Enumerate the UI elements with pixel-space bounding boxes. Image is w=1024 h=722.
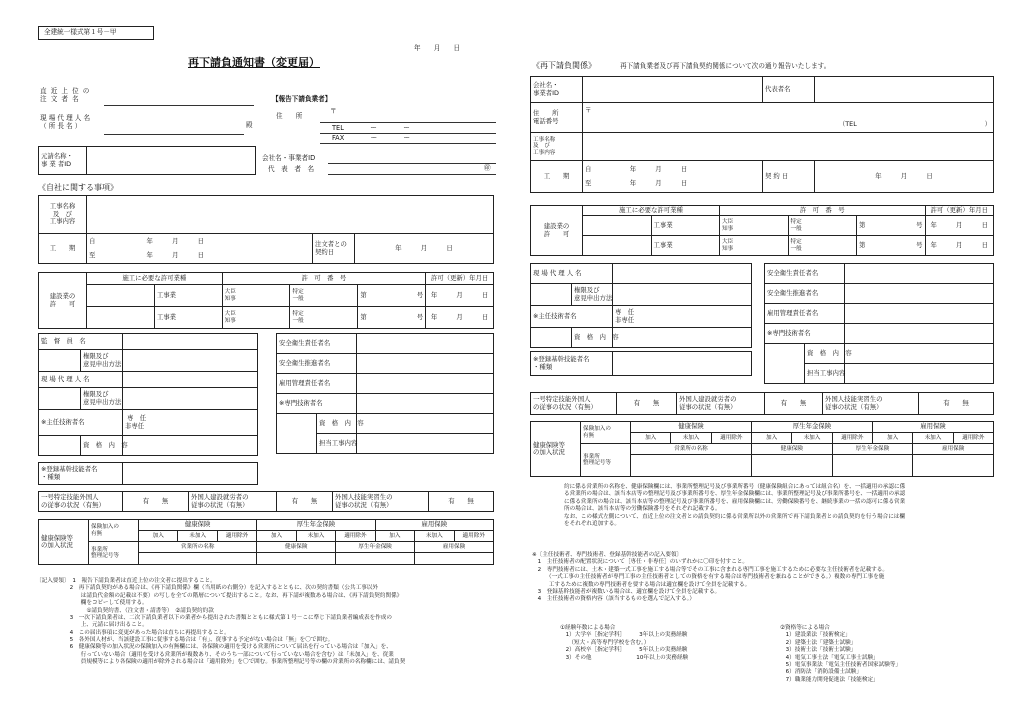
own-license-table xyxy=(38,272,494,329)
note-line: 5）電気事業法「電気主任技術者国家試験等」 xyxy=(780,661,902,668)
note-line: 工するために複数の専門技術者を要する場合は適宜欄を設けて全員を記載する。 xyxy=(532,581,751,588)
from-label: 自 xyxy=(89,237,96,246)
report-subcontractor-label: 【報告下請負業者】 xyxy=(272,95,332,103)
fax-label: FAX ー ー xyxy=(332,134,411,142)
r-specialist-field[interactable] xyxy=(845,324,994,344)
r-work-name-label: 工事名称 及 び 工事内容 xyxy=(531,133,583,161)
r-contract-date-label: 契 約 日 xyxy=(763,161,815,193)
r-office-employment-header: 雇用保険 xyxy=(913,444,994,455)
num-label-2: 第 xyxy=(360,312,367,321)
health-exempt[interactable]: 適用除外 xyxy=(217,531,256,542)
r-postal-mark: 〒 xyxy=(585,106,592,115)
safety-manager-field[interactable] xyxy=(357,334,494,354)
right-notes-top xyxy=(564,484,905,528)
own-safety-table xyxy=(276,333,494,454)
r-license-trade-field-1[interactable] xyxy=(583,216,652,236)
r-office-pension-field[interactable] xyxy=(832,455,913,477)
r-site-agent-field[interactable] xyxy=(613,264,752,284)
own-period-table xyxy=(38,233,494,264)
r-foreign-worker-label: 外国人建設就労者の 従事の状況（有無） xyxy=(677,393,765,415)
supervisor-label: 監 督 員 名 xyxy=(39,334,123,350)
note-line: 行っていない場合（適用を受ける営業所が複数あり、そのうち一部について行っていない場合を含む）は「未加入」を、従業 xyxy=(36,651,394,658)
dono-label: 殿 xyxy=(246,121,253,129)
r-minister-label-1: 大臣 知事 xyxy=(720,216,789,236)
resub-registered-table xyxy=(530,351,752,376)
note-line: 3 一次下請負業者は、二次下請負業者以下の業者から提出された書類とともに様式第１号－こに準じ下請負業者編成表を作成の xyxy=(36,614,392,621)
pension-joined[interactable]: 加入 xyxy=(257,531,296,542)
note-line: ①経験年数による場合 xyxy=(560,625,616,631)
r-address-field[interactable] xyxy=(583,103,994,133)
r-qualification-field[interactable] xyxy=(613,328,752,348)
r-license-date-field-1[interactable]: 年 月 日 xyxy=(925,216,994,236)
note-line: 4 主任技術者の資格内容（該当するものを選んで記入する。） xyxy=(532,596,695,603)
r-license-no-header: 許 可 番 号 xyxy=(720,206,926,216)
r-safety-manager-label: 安全衛生責任者名 xyxy=(765,264,845,284)
r-health-exempt[interactable]: 適用除外 xyxy=(711,433,751,444)
note-line: 約に係る営業所の名称を、健康保険欄には、事業所整理記号及び事業所番号（健康保険組合にあっては組合名）を、一括適用の承認に係 xyxy=(564,484,906,490)
r-work-name-field[interactable] xyxy=(583,133,994,161)
authority-label-2: 権限及び 意見申出方法 xyxy=(81,388,123,410)
office-pension-header: 厚生年金保険 xyxy=(336,542,415,553)
seal-mark: ㊞ xyxy=(484,164,491,172)
note-line: 4 この届出事項に変更があった場合は直ちに再提出すること。 xyxy=(36,629,230,636)
form-id: 全建統一様式第１号－甲 xyxy=(44,28,117,36)
health-joined[interactable]: 加入 xyxy=(139,531,178,542)
r-safety-promoter-label: 安全衛生推進者名 xyxy=(765,284,845,304)
resub-company-table xyxy=(530,76,994,193)
note-line: 3）技術士法「技術士試験」 xyxy=(780,647,857,654)
r-office-label: 事業所 整理記号等 xyxy=(581,444,631,477)
r-office-health-field[interactable] xyxy=(751,455,832,477)
r-employment-exempt[interactable]: 適用除外 xyxy=(953,433,993,444)
prime-contractor-table xyxy=(38,146,256,175)
license-date-field-2[interactable]: 年 月 日 xyxy=(426,307,494,329)
pension-header: 厚生年金保険 xyxy=(257,520,375,531)
qualification-label: 資 格 内 容 xyxy=(81,436,123,456)
note-line: 6 健康保険等の加入状況の保険加入の有無欄には、各保険の適用を受ける営業所について届出を行っている場合は「加入」を、 xyxy=(36,644,392,651)
own-work-table xyxy=(38,195,494,234)
site-agent2-label: 現 場 代 理 人 名 xyxy=(39,372,123,388)
r-go-label-1: 号 xyxy=(916,221,923,230)
ssw1-label: 一号特定技能外国人 の従事の状況（有無） xyxy=(39,492,123,512)
r-trade-label-1: 工事業 xyxy=(651,216,720,236)
chief-engineer-label: ※主任技術者名 xyxy=(39,410,123,436)
r-chief-engineer-label: ※主任技術者名 xyxy=(531,306,613,328)
r-company-id-field[interactable] xyxy=(583,77,763,103)
employment-exempt[interactable]: 適用除外 xyxy=(454,531,494,542)
safety-promoter-field[interactable] xyxy=(357,354,494,374)
note-line: 欄をコピーして使用する。 xyxy=(36,600,148,607)
go-label-2: 号 xyxy=(416,312,424,321)
r-work-in-charge-field[interactable] xyxy=(845,364,994,384)
r-pension-joined[interactable]: 加入 xyxy=(751,433,791,444)
note-line: 6）消防法「消防設備士試験」 xyxy=(780,669,862,676)
r-work-in-charge-label: 担当工事内容 xyxy=(805,364,845,384)
note-line: 5 各外国人材が、当該建設工事に従事する場合は「有」、従事する予定がない場合は「無」を〇で囲む。 xyxy=(36,637,334,643)
site-agent-label: 現 場 代 理 人 名 （ 所 長 名 ） xyxy=(40,114,91,130)
note-line: （短大・高等専門学校を含む。） xyxy=(560,639,650,646)
note-line: なお、この様式左側について、直近上位の注文者との請負契約に係る営業所以外の営業所で再下請負業者との請負契約を行う場合には欄 xyxy=(564,513,905,520)
r-site-agent-label: 現 場 代 理 人 名 xyxy=(531,264,613,284)
section-resub: 《再下請負関係》 xyxy=(532,61,596,70)
r-special-label-2: 特定 一般 xyxy=(788,236,857,256)
from-date: 年 月 日 xyxy=(146,237,205,246)
note-line: 2）高校卒［指定学科］ 5年以上の実務経験 xyxy=(560,647,688,654)
r-pension-exempt[interactable]: 適用除外 xyxy=(832,433,872,444)
office-employment-field[interactable] xyxy=(415,553,494,565)
r-to-date: 年 月 日 xyxy=(629,178,688,187)
r-health-joined[interactable]: 加入 xyxy=(631,433,671,444)
r-registered-label: ※登録基幹技能者名 ・種類 xyxy=(531,352,613,376)
note-line: 〔記入要領〕 1 報告下請負業者は直近上位の注文者に提出すること。 xyxy=(36,578,216,584)
note-line: 3）その他 10年以上の実務経験 xyxy=(560,654,689,661)
r-qual2-label: 資 格 内 容 xyxy=(805,344,845,364)
resub-foreign-table xyxy=(530,392,994,415)
r-license-type-header: 施工に必要な許可業種 xyxy=(583,206,720,216)
r-safety-promoter-field[interactable] xyxy=(845,284,994,304)
r-license-date-field-2[interactable]: 年 月 日 xyxy=(925,236,994,256)
upper-contractor-label: 直 近 上 位 の 注 文 者 名 xyxy=(40,87,91,103)
date-label: 年 月 日 xyxy=(414,44,461,52)
r-from-label: 自 xyxy=(585,165,592,174)
safety-promoter-label: 安全衛生推進者名 xyxy=(277,354,357,374)
right-notes-engineer xyxy=(532,552,888,604)
own-foreign-table xyxy=(38,491,494,512)
r-representative-label: 代表者名 xyxy=(763,77,815,103)
employment-manager-field[interactable] xyxy=(357,374,494,394)
r-insurance-label: 健康保険等 の加入状況 xyxy=(531,422,581,477)
foreign-worker-label: 外国人建設就労者の 従事の状況（有無） xyxy=(189,492,277,512)
r-registered-field[interactable] xyxy=(613,352,752,376)
note-line: ②資格等による場合 xyxy=(780,625,830,631)
note-line: をそれぞれ追加する。 xyxy=(564,520,620,527)
resub-insurance-table xyxy=(530,421,994,477)
office-health-field[interactable] xyxy=(257,553,336,565)
license-trade-field-1[interactable] xyxy=(87,285,155,307)
chief-engineer-field[interactable] xyxy=(123,410,258,436)
r-special-label-1: 特定 一般 xyxy=(788,216,857,236)
r-employment-manager-field[interactable] xyxy=(845,304,994,324)
license-trade-field-2[interactable] xyxy=(87,307,155,329)
r-employment-not-joined[interactable]: 未加入 xyxy=(913,433,953,444)
r-specialist-label: ※専門技術者名 xyxy=(765,324,845,344)
r-num-label-1: 第 xyxy=(859,221,866,230)
r-foreign-worker-yes-no[interactable]: 有 無 xyxy=(765,393,823,415)
to-label: 至 xyxy=(89,250,96,259)
pension-exempt[interactable]: 適用除外 xyxy=(336,531,375,542)
insurance-label: 健康保険等 の加入状況 xyxy=(39,520,89,565)
note-line: 員規模等により各保険の適用が除外される場合は「適用除外」を〇で囲む。事業所整理記号等の欄の営業所の名称欄には、請負契 xyxy=(36,659,406,666)
resub-personnel-table xyxy=(530,263,752,348)
authority-label-1: 権限及び 意見申出方法 xyxy=(81,350,123,372)
qual2-label: 資 格 内 容 xyxy=(317,414,357,434)
note-line: 1 主任技術者の配置状況について［専任・非専任］のいずれかに〇印を付すこと。 xyxy=(532,559,749,566)
resub-safety-table xyxy=(764,263,994,384)
r-from-date: 年 月 日 xyxy=(629,165,688,174)
license-date-field-1[interactable]: 年 月 日 xyxy=(426,285,494,307)
trainee-label: 外国人技能実習生の 従事の状況（有無） xyxy=(333,492,429,512)
r-employment-header: 雇用保険 xyxy=(872,422,993,433)
note-line: 2 再下請負契約がある場合は、《再下請負関係》欄（当用紙の右側分）を記入するとともに、次の契約書類（公共工事以外 xyxy=(36,585,378,592)
r-period-label: 工 期 xyxy=(531,161,583,193)
r-office-name-header: 営業所の名称 xyxy=(631,444,752,455)
section-resub-intro: 再下請負業者及び再下請負契約関係について次の通り報告いたします。 xyxy=(620,62,831,70)
tel-label: TEL ー ー xyxy=(332,124,410,132)
authority-field-2[interactable] xyxy=(123,388,258,410)
office-label: 事業所 整理記号等 xyxy=(89,542,139,565)
r-minister-label-2: 大臣 知事 xyxy=(720,236,789,256)
r-chief-engineer-field[interactable] xyxy=(613,306,752,328)
note-line: 1）大学卒［指定学科］ 3年以上の実務経験 xyxy=(560,632,688,639)
note-line: 2）建築士法「建築士試験」 xyxy=(780,639,857,646)
r-trade-label-2: 工事業 xyxy=(651,236,720,256)
foreign-worker-yes-no[interactable]: 有 無 xyxy=(277,492,333,512)
health-not-joined[interactable]: 未加入 xyxy=(178,531,217,542)
specialist-field[interactable] xyxy=(357,394,494,414)
r-license-no-field-1[interactable] xyxy=(857,216,926,236)
r-pension-not-joined[interactable]: 未加入 xyxy=(792,433,832,444)
safety-manager-label: 安全衛生責任者名 xyxy=(277,334,357,354)
license-label: 建設業の 許 可 xyxy=(39,273,87,329)
r-tel-label: （TEL ） xyxy=(838,119,991,128)
contract-date-label: 注文者との 契約日 xyxy=(313,234,355,264)
note-line: 上、元請に届け出ること。 xyxy=(36,622,148,629)
company-id-label: 会社名・事業者ID xyxy=(262,154,316,162)
own-registered-table xyxy=(38,462,258,485)
r-employment-joined[interactable]: 加入 xyxy=(872,433,912,444)
r-ssw1-yes-no[interactable]: 有 無 xyxy=(617,393,677,415)
work-name-label: 工事名称 及 び 工事内容 xyxy=(39,196,87,234)
pension-not-joined[interactable]: 未加入 xyxy=(296,531,335,542)
office-name-field[interactable] xyxy=(139,553,257,565)
contract-date-field[interactable]: 年 月 日 xyxy=(355,234,494,264)
r-period-field[interactable] xyxy=(583,161,763,193)
ins-status-label: 保険加入の 有無 xyxy=(89,520,139,542)
r-employment-manager-label: 雇用管理責任者名 xyxy=(765,304,845,324)
note-line: 4）電気工事士法「電気工事士試験」 xyxy=(780,654,879,661)
num-label-1: 第 xyxy=(360,290,367,299)
license-no-field-1[interactable] xyxy=(358,285,426,307)
own-personnel-table xyxy=(38,333,258,456)
qual-list-left xyxy=(560,625,688,662)
note-line: 3 登録基幹技能者が複数いる場合は、適宜欄を設けて全員を記載する。 xyxy=(532,588,721,595)
note-line: 所の場合は、該当本店等の労働保険番号をそれぞれ記載する。 xyxy=(564,506,721,513)
r-authority-label: 権限及び 意見申出方法 xyxy=(572,284,613,306)
address-label: 住 所 xyxy=(276,112,303,120)
r-trainee-yes-no[interactable]: 有 無 xyxy=(919,393,994,415)
license-no-header: 許 可 番 号 xyxy=(222,273,425,285)
r-office-pension-header: 厚生年金保険 xyxy=(832,444,913,455)
resub-license-table xyxy=(530,205,994,256)
r-license-no-field-2[interactable] xyxy=(857,236,926,256)
r-qualification-label: 資 格 内 容 xyxy=(572,328,613,348)
left-notes xyxy=(36,578,405,667)
r-to-label: 至 xyxy=(585,178,592,187)
go-label-1: 号 xyxy=(416,290,424,299)
site-agent2-field[interactable] xyxy=(123,372,258,388)
r-ins-status-label: 保険加入の 有無 xyxy=(581,422,631,444)
note-line: ①請負契約書、（注文書・請書等） ②請負契約約款 xyxy=(36,607,214,614)
registered-field[interactable] xyxy=(123,463,258,485)
special-label-1: 特定 一般 xyxy=(290,285,358,307)
work-name-field[interactable] xyxy=(87,196,494,234)
qual-list-right xyxy=(780,625,901,684)
employment-joined[interactable]: 加入 xyxy=(375,531,414,542)
r-pension-header: 厚生年金保険 xyxy=(751,422,872,433)
r-go-label-2: 号 xyxy=(916,241,923,250)
note-line: は請負代金額の記載は不要）の写しを全ての階層について提出すること。なお、再下請が複数ある場合は、《再下請負契約関係》 xyxy=(36,592,403,599)
office-health-header: 健康保険 xyxy=(257,542,336,553)
r-license-trade-field-2[interactable] xyxy=(583,236,652,256)
r-office-name-field[interactable] xyxy=(631,455,752,477)
license-type-header: 施工に必要な許可業種 xyxy=(87,273,223,285)
note-line: （一式工事の主任技術者が専門工事の主任技術者としての資格を有する場合は専門技術者を兼ねることができる。）複数の専門工事を施 xyxy=(532,574,885,581)
employment-not-joined[interactable]: 未加入 xyxy=(415,531,454,542)
period-label: 工 期 xyxy=(39,234,87,264)
page-title: 再下請負通知書（変更届） xyxy=(188,56,320,69)
note-line: に係る営業所の場合は、該当本店等の整理記号及び事業所番号を、雇用保険欄には、労働保険番号を、継続事業の一括の認可に係る営業 xyxy=(564,498,906,505)
authority-field-1[interactable] xyxy=(123,350,258,372)
health-header: 健康保険 xyxy=(139,520,257,531)
trainee-yes-no[interactable]: 有 無 xyxy=(429,492,494,512)
period-field[interactable] xyxy=(87,234,313,264)
r-company-id-label: 会社名・ 事業者ID xyxy=(531,77,583,103)
special-label-2: 特定 一般 xyxy=(290,307,358,329)
office-name-header: 営業所の名称 xyxy=(139,542,257,553)
note-line: る営業所の場合は、該当本店等の整理記号及び事業所番号を、厚生年金保険欄には、事業所整理記号及び事業所番号を、一括適用の承認 xyxy=(564,491,906,498)
specialist-label: ※専門技術者名 xyxy=(277,394,357,414)
qual2-field[interactable] xyxy=(357,414,494,434)
minister-label-2: 大臣 知事 xyxy=(222,307,290,329)
employment-header: 雇用保険 xyxy=(375,520,493,531)
r-office-health-header: 健康保険 xyxy=(751,444,832,455)
r-license-label: 建設業の 許 可 xyxy=(531,206,583,256)
registered-label: ※登録基幹技能者名 ・種類 xyxy=(39,463,123,485)
prime-name-label: 元請名称・ 事 業 者ID xyxy=(39,147,87,175)
office-employment-header: 雇用保険 xyxy=(415,542,494,553)
qualification-field[interactable] xyxy=(123,436,258,456)
r-authority-field[interactable] xyxy=(613,284,752,306)
note-line: ※〔主任技術者、専門技術者、登録基幹技能者の記入要領〕 xyxy=(532,552,683,558)
r-representative-field[interactable] xyxy=(815,77,994,103)
trade-label-1: 工事業 xyxy=(154,285,222,307)
employment-manager-label: 雇用管理責任者名 xyxy=(277,374,357,394)
office-pension-field[interactable] xyxy=(336,553,415,565)
r-contract-date-field[interactable]: 年 月 日 xyxy=(815,161,994,193)
ssw1-yes-no[interactable]: 有 無 xyxy=(123,492,189,512)
r-health-header: 健康保険 xyxy=(631,422,752,433)
r-health-not-joined[interactable]: 未加入 xyxy=(671,433,711,444)
section-own: 《自社に関する事項》 xyxy=(38,183,118,192)
r-full-time-label: 専 任 非専任 xyxy=(615,308,635,324)
minister-label-1: 大臣 知事 xyxy=(222,285,290,307)
full-time-label: 専 任 非専任 xyxy=(125,414,147,430)
note-line: 7）職業能力開発促進法「技能検定」 xyxy=(780,676,879,683)
r-qual2-field[interactable] xyxy=(845,344,994,364)
r-ssw1-label: 一号特定技能外国人 の従事の状況（有無） xyxy=(531,393,617,415)
work-in-charge-field[interactable] xyxy=(357,434,494,454)
note-line: 2 専門技術者には、土木・建築一式工事を施工する場合等でその工事に含まれる専門工事を施工するために必要な主任技術者を記載する。 xyxy=(532,566,888,573)
representative-label: 代 表 者 名 xyxy=(268,165,315,173)
supervisor-field[interactable] xyxy=(123,334,258,350)
note-line: 1）建設業法「技術検定」 xyxy=(780,632,851,639)
license-date-header: 許可（更新）年月日 xyxy=(426,273,494,285)
r-address-label: 住 所 電話番号 xyxy=(531,103,583,133)
to-date: 年 月 日 xyxy=(146,250,205,259)
license-no-field-2[interactable] xyxy=(358,307,426,329)
prime-name-field[interactable] xyxy=(87,147,256,175)
r-safety-manager-field[interactable] xyxy=(845,264,994,284)
work-in-charge-label: 担当工事内容 xyxy=(317,434,357,454)
r-trainee-label: 外国人技能実習生の 従事の状況（有無） xyxy=(823,393,919,415)
own-insurance-table xyxy=(38,519,494,565)
r-num-label-2: 第 xyxy=(859,241,866,250)
trade-label-2: 工事業 xyxy=(154,307,222,329)
r-office-employment-field[interactable] xyxy=(913,455,994,477)
postal-mark: 〒 xyxy=(330,107,337,115)
r-license-date-header: 許可（更新）年月日 xyxy=(925,206,994,216)
